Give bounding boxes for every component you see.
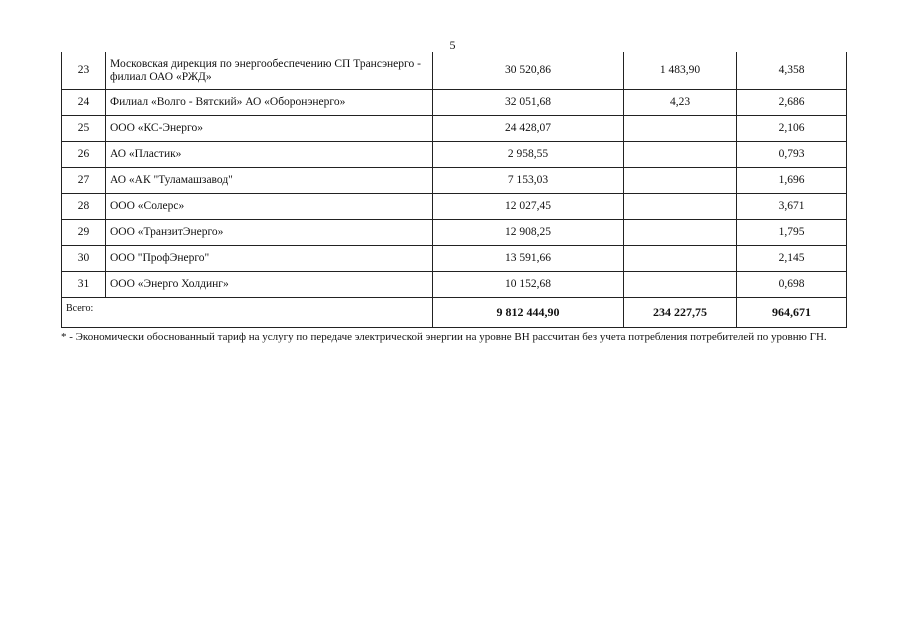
- value-column-3: 0,793: [737, 142, 847, 168]
- value-column-3: 2,686: [737, 90, 847, 116]
- table-row: [62, 52, 847, 90]
- value-column-2: [624, 246, 737, 272]
- value-column-3: 3,671: [737, 194, 847, 220]
- value-column-1: 10 152,68: [433, 272, 624, 298]
- total-label: Всего:: [62, 298, 433, 328]
- total-row: [62, 298, 847, 328]
- organization-name: ООО «КС-Энерго»: [106, 116, 433, 142]
- table-row: [62, 142, 847, 168]
- value-column-1: 24 428,07: [433, 116, 624, 142]
- table-row: [62, 220, 847, 246]
- row-number: 25: [62, 116, 106, 142]
- organization-name: ООО «Солерс»: [106, 194, 433, 220]
- total-value-2: 234 227,75: [624, 298, 737, 328]
- organization-name: ООО «Энерго Холдинг»: [106, 272, 433, 298]
- value-column-3: 4,358: [737, 52, 847, 90]
- footnote: * - Экономически обоснованный тариф на услугу по передаче электрической энергии на уровне ВН рассчитан без учета потребления потребителей по уровню ГН.: [61, 331, 827, 343]
- value-column-1: 13 591,66: [433, 246, 624, 272]
- value-column-3: 0,698: [737, 272, 847, 298]
- row-number: 27: [62, 168, 106, 194]
- table-row: [62, 272, 847, 298]
- value-column-3: 1,795: [737, 220, 847, 246]
- value-column-2: [624, 220, 737, 246]
- table-row: [62, 246, 847, 272]
- value-column-1: 2 958,55: [433, 142, 624, 168]
- value-column-2: [624, 142, 737, 168]
- organization-name: АО «Пластик»: [106, 142, 433, 168]
- page-number: 5: [449, 38, 456, 52]
- organization-name: АО «АК "Туламашзавод": [106, 168, 433, 194]
- value-column-1: 12 027,45: [433, 194, 624, 220]
- row-number: 24: [62, 90, 106, 116]
- value-column-1: 7 153,03: [433, 168, 624, 194]
- organization-name: Московская дирекция по энергообеспечению СП Трансэнерго - филиал ОАО «РЖД»: [106, 52, 433, 90]
- total-value-3: 964,671: [737, 298, 847, 328]
- row-number: 31: [62, 272, 106, 298]
- value-column-2: 1 483,90: [624, 52, 737, 90]
- table-row: [62, 194, 847, 220]
- organization-name: ООО "ПрофЭнерго": [106, 246, 433, 272]
- organization-name: Филиал «Волго - Вятский» АО «Оборонэнерго»: [106, 90, 433, 116]
- value-column-1: 30 520,86: [433, 52, 624, 90]
- table-row: [62, 90, 847, 116]
- table-row: [62, 168, 847, 194]
- value-column-1: 32 051,68: [433, 90, 624, 116]
- total-value-1: 9 812 444,90: [433, 298, 624, 328]
- value-column-2: 4,23: [624, 90, 737, 116]
- organization-name: ООО «ТранзитЭнерго»: [106, 220, 433, 246]
- row-number: 26: [62, 142, 106, 168]
- value-column-3: 2,106: [737, 116, 847, 142]
- value-column-1: 12 908,25: [433, 220, 624, 246]
- row-number: 28: [62, 194, 106, 220]
- row-number: 30: [62, 246, 106, 272]
- row-number: 23: [62, 52, 106, 90]
- value-column-2: [624, 194, 737, 220]
- value-column-2: [624, 272, 737, 298]
- tariff-table: [61, 52, 847, 328]
- value-column-3: 2,145: [737, 246, 847, 272]
- value-column-3: 1,696: [737, 168, 847, 194]
- value-column-2: [624, 168, 737, 194]
- table-row: [62, 116, 847, 142]
- value-column-2: [624, 116, 737, 142]
- row-number: 29: [62, 220, 106, 246]
